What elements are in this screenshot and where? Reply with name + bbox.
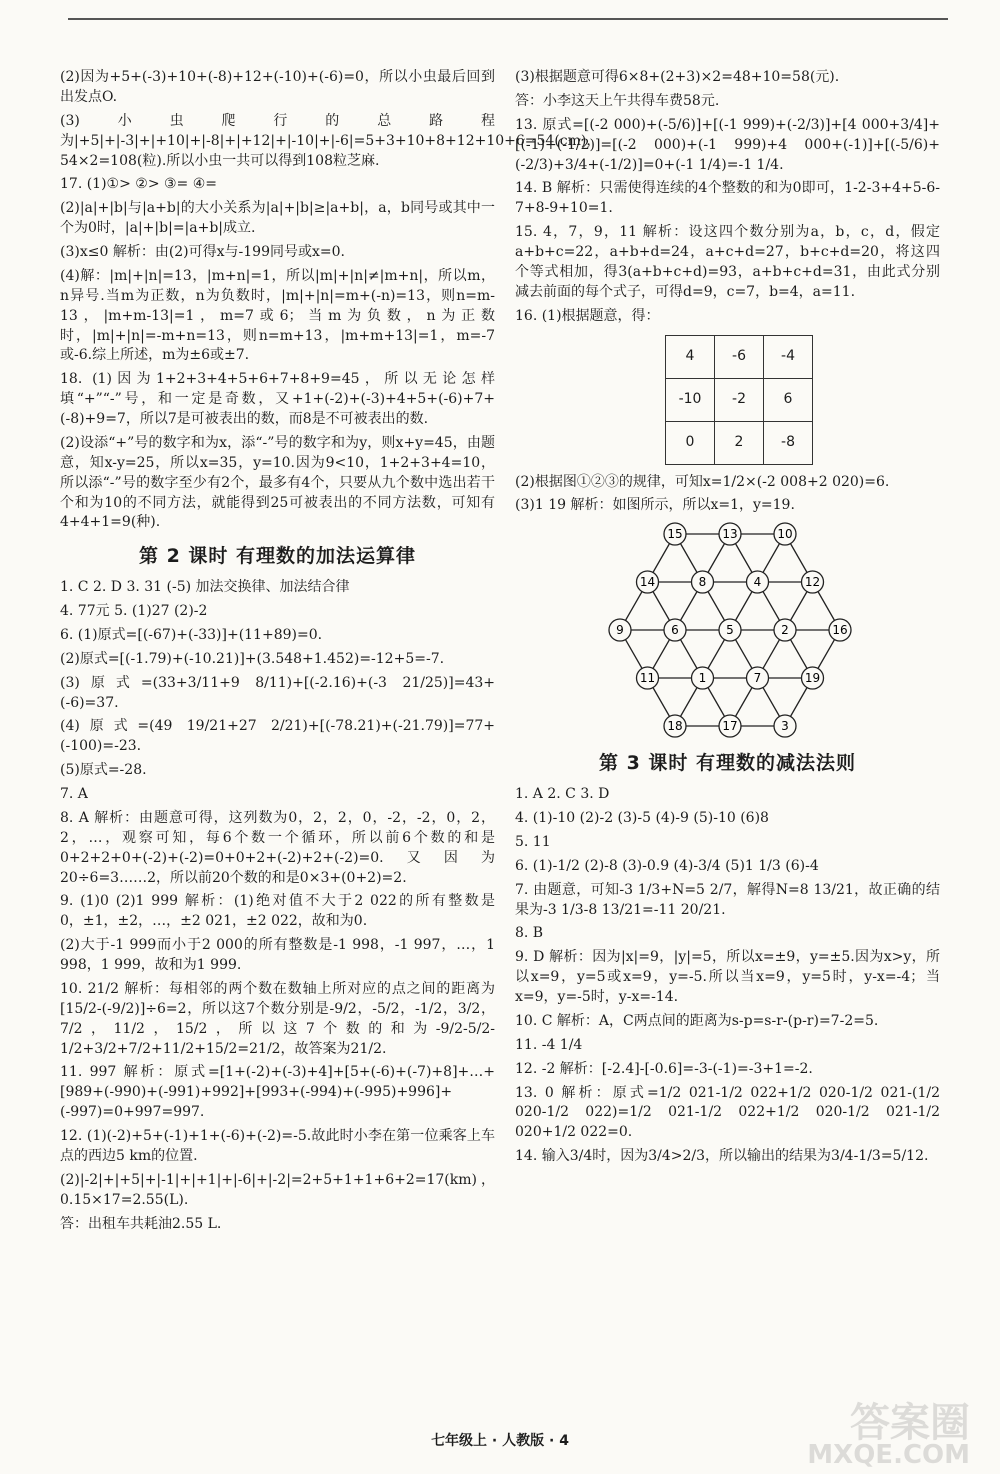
- answer-text: (3)小虫爬行的总路程为|+5|+|-3|+|+10|+|-8|+|+12|+|-10|+|-6|=5+3+10+8+12+10+6=54(cm)，54×2=108(粒).所以小虫一共可以得到108粒芝麻.: [60, 112, 601, 169]
- grid-cell: -8: [764, 421, 813, 464]
- answer-text: 18. (1)因为1+2+3+4+5+6+7+8+9=45，所以无论怎样填“+”“-”号，和一定是奇数，又+1+(-2)+(-3)+4+5+(-6)+7+(-8)+9=7，所以7是可被表出的数，而8是不可被表出的数.: [60, 371, 495, 427]
- answer-text: 7. 由题意，可知-3 1/3+N=5 2/7，解得N=8 13/21，故正确的结果为-3 1/3-8 13/21=-11 20/21.: [515, 881, 940, 918]
- answer-text: (2)设添“+”号的数字和为x，添“-”号的数字和为y，则x+y=45，由题意，知x-y=25，所以x=35，y=10.因为9<10，1+2+3+4=10，所以添“-”号的数字至少有2个，最多有4个，只要从九个数中选出若干个和为10的不同方法，就能得到25可被表出的不同方法数，可知有4+4+1=9(种).: [60, 434, 495, 531]
- answer-text: 4. (1)-10 (2)-2 (3)-5 (4)-9 (5)-10 (6)8: [515, 810, 769, 827]
- watermark-url: MXQE.COM: [807, 1440, 970, 1470]
- hexagon-number-diagram: [605, 520, 855, 740]
- lattice-node-label: 3: [781, 719, 789, 734]
- top-rule: [68, 18, 948, 20]
- lattice-node-label: 5: [726, 623, 734, 638]
- answer-text: 6. (1)原式=[(-67)+(-33)]+(11+89)=0.: [60, 626, 323, 643]
- answer-text: 答：出租车共耗油2.55 L.: [60, 1215, 222, 1232]
- answer-text: (2)|-2|+|+5|+|-1|+|+1|+|-6|+|-2|=2+5+1+1+6+2=17(km)，0.15×17=2.55(L).: [60, 1171, 495, 1208]
- answer-text: 12. (1)(-2)+5+(-1)+1+(-6)+(-2)=-5.故此时小李在第一位乘客上车点的西边5 km的位置.: [60, 1128, 495, 1164]
- lattice-node-label: 8: [698, 575, 707, 590]
- answer-text: 11. 997 解析：原式=[1+(-2)+(-3)+4]+[5+(-6)+(-7)+8]+…+[989+(-990)+(-991)+992]+[993+(-994)+(-995)+996]+(-997)=0+997=997.: [60, 1064, 495, 1121]
- lattice-node-label: 9: [616, 623, 624, 638]
- answer-text: 9. (1)0 (2)1 999 解析：(1)绝对值不大于2 022的所有整数是0，±1，±2，…，±2 021，±2 022，故和为0.: [60, 893, 495, 930]
- answer-text: 14. B 解析：只需使得连续的4个整数的和为0即可，1-2-3+4+5-6-7+8-9+10=1.: [515, 180, 940, 217]
- magic-square-figure: [665, 335, 940, 465]
- answer-text: 6. (1)-1/2 (2)-8 (3)-0.9 (4)-3/4 (5)1 1/3 (6)-4: [515, 857, 819, 874]
- answer-text: (5)原式=-28.: [60, 762, 147, 779]
- lattice-node-label: 4: [753, 575, 762, 590]
- grid-cell: 4: [666, 335, 715, 378]
- lattice-node-label: 1: [698, 671, 707, 686]
- grid-cell: 2: [715, 421, 764, 464]
- lattice-node-label: 2: [781, 623, 789, 638]
- lattice-node-label: 13: [722, 527, 738, 542]
- lattice-node-label: 11: [639, 671, 656, 686]
- answer-text: (3)原式=(33+3/11+9 8/11)+[(-2.16)+(-3 21/25)]=43+(-6)=37.: [60, 674, 495, 711]
- answer-text: (3)1 19 解析：如图所示，所以x=1，y=19.: [515, 497, 795, 514]
- answer-text: 4. 77元 5. (1)27 (2)-2: [60, 603, 208, 620]
- answer-text: 9. D 解析：因为|x|=9，|y|=5，所以x=±9，y=±5.因为x>y，所以x=9，y=5或x=9，y=-5.所以当x=9，y=5时，y-x=-4；当x=9，y=-5时，y-x=-14.: [515, 949, 940, 1006]
- answer-text: 8. B: [515, 925, 544, 942]
- answer-text: (2)原式=[(-1.79)+(-10.21)]+(3.548+1.452)=-12+5=-7.: [60, 650, 445, 667]
- page-footer: 七年级上 · 人教版 · 4: [431, 1433, 569, 1449]
- answer-text: (4)原式=(49 19/21+27 2/21)+[(-78.21)+(-21.79)]=77+(-100)=-23.: [60, 718, 495, 755]
- grid-cell: -4: [764, 335, 813, 378]
- magic-square-table: [665, 335, 813, 465]
- section-title-lesson-2: 第 2 课时 有理数的加法运算律: [138, 545, 417, 568]
- lattice-node-label: 6: [671, 623, 679, 638]
- answer-text: 15. 4，7，9，11 解析：设这四个数分别为a，b，c，d，假定a+b+c=22，a+b+d=24，a+c+d=27，b+c+d=20，将这四个等式相加，得3(a+b+c+d)=93，a+b+c+d=31，由此式分别减去前面的每个式子，可得d=9，c=7，b=4，a=11.: [515, 224, 940, 300]
- answer-text: (2)因为+5+(-3)+10+(-8)+12+(-10)+(-6)=0，所以小虫最后回到出发点O.: [60, 69, 495, 105]
- answer-text: 答：小李这天上午共得车费58元.: [515, 92, 720, 109]
- grid-cell: 0: [666, 421, 715, 464]
- lattice-node-label: 18: [667, 719, 683, 734]
- lattice-node-label: 10: [777, 527, 793, 542]
- answer-text: (2)大于-1 999而小于2 000的所有整数是-1 998，-1 997，…，1 998，1 999，故和为1 999.: [60, 937, 495, 974]
- grid-cell: -6: [715, 335, 764, 378]
- lattice-node-label: 7: [753, 671, 762, 686]
- lattice-node-label: 19: [804, 671, 821, 686]
- section-title-lesson-3: 第 3 课时 有理数的减法法则: [598, 752, 857, 775]
- answer-text: 10. 21/2 解析：每相邻的两个数在数轴上所对应的点之间的距离为[15/2-(-9/2)]÷6=2，所以这7个数分别是-9/2，-5/2，-1/2，3/2，7/2，11/2，15/2，所以这7个数的和为-9/2-5/2-1/2+3/2+7/2+11/2+15/2=21/2，故答案为21/2.: [60, 980, 495, 1057]
- right-column: [515, 68, 940, 1171]
- answer-text: 14. 输入3/4时，因为3/4>2/3，所以输出的结果为3/4-1/3=5/12.: [515, 1148, 929, 1165]
- answer-text: (2)根据图①②③的规律，可知x=1/2×(-2 008+2 020)=6.: [515, 473, 890, 490]
- answer-text: (3)x≤0 解析：由(2)可得x与-199同号或x=0.: [60, 244, 345, 260]
- lattice-node-label: 12: [804, 575, 821, 590]
- answer-text: 10. C 解析：A，C两点间的距离为s-p=s-r-(p-r)=7-2=5.: [515, 1012, 879, 1029]
- answer-text: 1. A 2. C 3. D: [515, 786, 610, 803]
- answer-text: 5. 11: [515, 833, 551, 850]
- lattice-node-label: 14: [639, 575, 656, 590]
- lattice-node-label: 17: [722, 719, 738, 734]
- grid-cell: 6: [764, 378, 813, 421]
- answer-text: (3)根据题意可得6×8+(2+3)×2=48+10=58(元).: [515, 69, 840, 85]
- grid-cell: -10: [666, 378, 715, 421]
- watermark-logo: 答案圈: [850, 1400, 970, 1446]
- answer-text: 13. 0 解析：原式=1/2 021-1/2 022+1/2 020-1/2 021-(1/2 020-1/2 022)=1/2 021-1/2 022+1/2 020-1/2 021-1/2 020+1/2 022=0.: [515, 1084, 940, 1141]
- answer-text: 17. (1)①> ②> ③= ④=: [60, 176, 218, 193]
- lattice-node-label: 15: [667, 527, 683, 542]
- answer-text: 12. -2 解析：[-2.4]-[-0.6]=-3-(-1)=-3+1=-2.: [515, 1060, 813, 1077]
- answer-text: 13. 原式=[(-2 000)+(-5/6)]+[(-1 999)+(-2/3)]+[4 000+3/4]+[(-1)+(-1/2)]=[(-2 000)+(-1 999)+4 000+(-1)]+[(-5/6)+(-2/3)+3/4+(-1/2)]=0+(-1 1/4)=-1 1/4.: [515, 116, 940, 173]
- grid-cell: -2: [715, 378, 764, 421]
- answer-text: 7. A: [60, 786, 88, 803]
- answer-text: 8. A 解析：由题意可得，这列数为0，2，2，0，-2，-2，0，2，2，…，观察可知，每6个数一个循环，所以前6个数的和是0+2+2+0+(-2)+(-2)=0+0+2+(-2)+2+(-2)=0.又因为20÷6=3……2，所以前20个数的和是0×3+(0+2)=2.: [60, 809, 495, 886]
- answer-text: 1. C 2. D 3. 31 (-5) 加法交换律、加法结合律: [60, 579, 350, 596]
- answer-text: (2)|a|+|b|与|a+b|的大小关系为|a|+|b|≥|a+b|，a，b同号或其中一个为0时，|a|+|b|=|a+b|成立.: [60, 200, 495, 237]
- lattice-node-label: 16: [832, 623, 848, 638]
- answer-text: 11. -4 1/4: [515, 1036, 583, 1053]
- answer-text: (4)解：|m|+|n|=13，|m+n|=1，所以|m|+|n|≠|m+n|，所以m，n异号.当m为正数，n为负数时，|m|+|n|=m+(-n)=13，则n=m-13，|m+m-13|=1，m=7或6；当m为负数，n为正数时，|m|+|n|=-m+n=13，则n=m+13，|m+m+13|=1，m=-7或-6.综上所述，m为±6或±7.: [60, 267, 495, 364]
- answer-text: 16. (1)根据题意，得：: [515, 307, 660, 324]
